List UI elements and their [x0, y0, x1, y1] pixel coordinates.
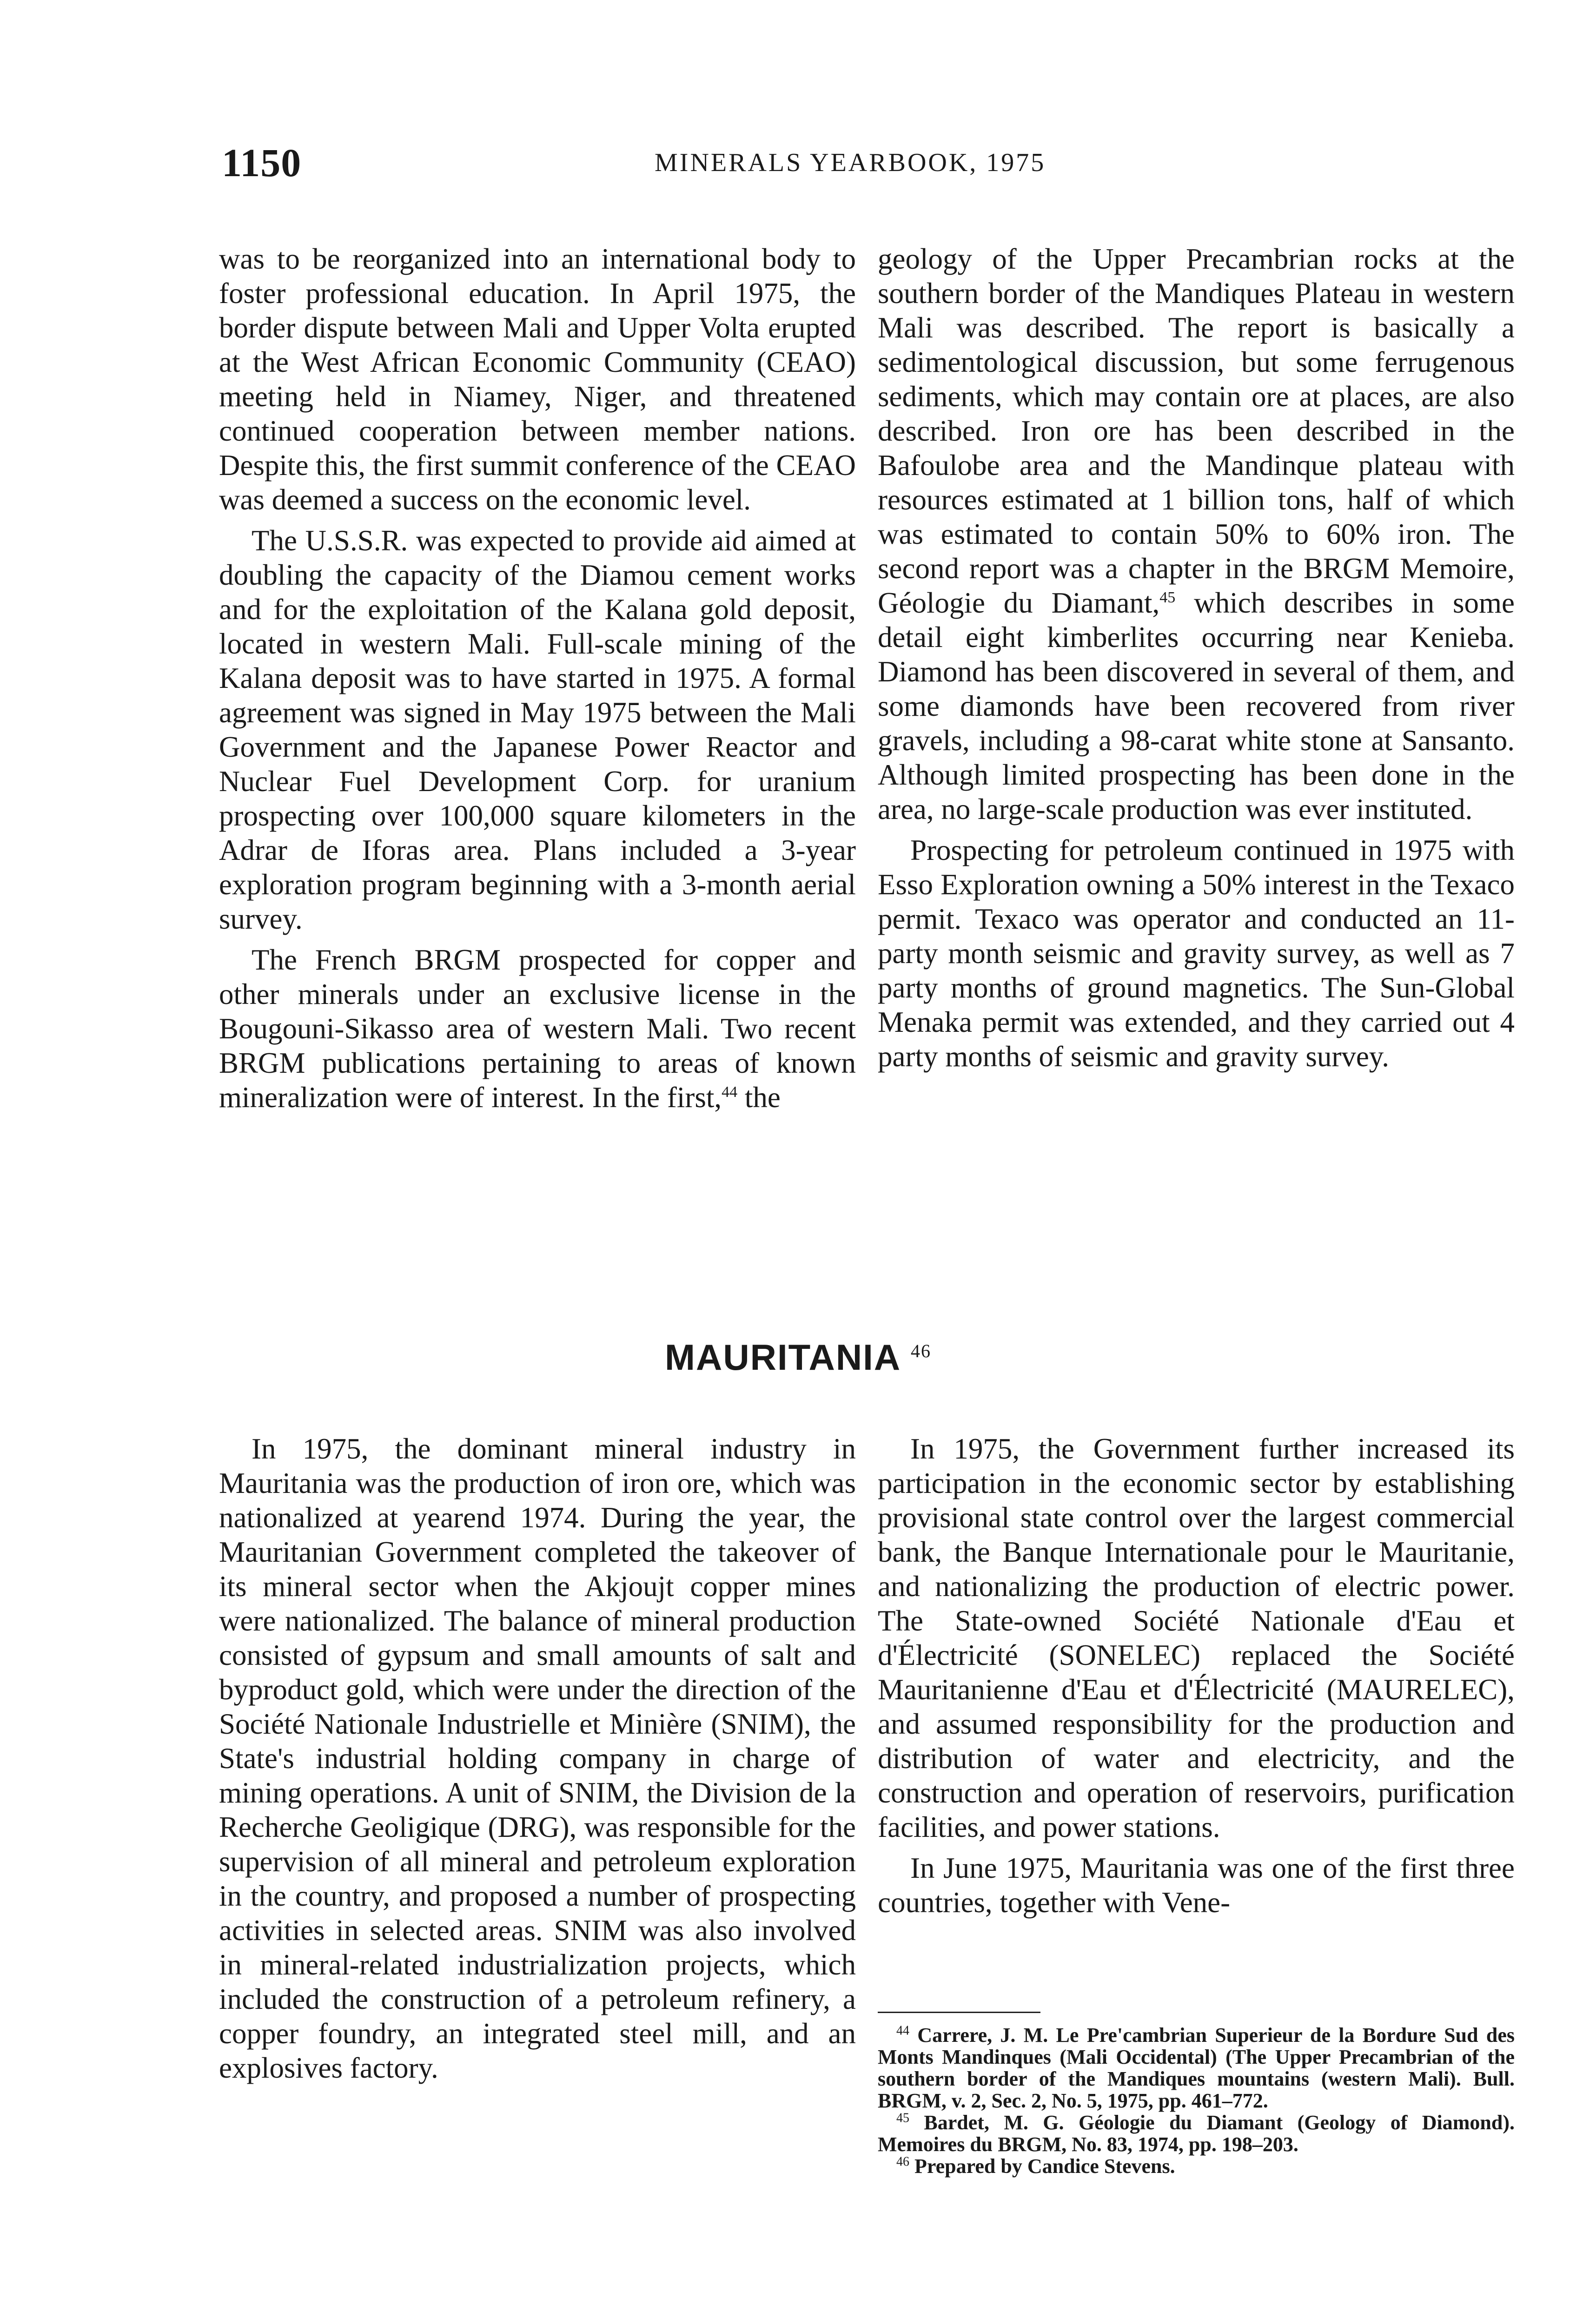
paragraph: Prospecting for petroleum continued in 1975 with Esso Exploration owning a 50% interest in the Texaco permit. Texaco was operator and conducted an 11-party month seismic and gravity survey, as well as 7 party months of ground magnetics. The Sun-Global Menaka permit was extended, and they carried out 4 party months of seismic and gravity survey.: [878, 834, 1515, 1073]
footnote-ref: 46: [910, 1340, 931, 1361]
paragraph: In 1975, the dominant mineral industry in Mauritania was the production of iron ore, which was nationalized at yearend 1974. During the year, the Mauritanian Government completed the takeover of its mineral sector when the Akjoujt copper mines were nationalized. The balance of mineral production consisted of gypsum and small amounts of salt and byproduct gold, which were under the direction of the Société Nationale Industrielle et Minière (SNIM), the State's industrial holding company in charge of mining operations. A unit of SNIM, the Division de la Recherche Geoligique (DRG), was responsible for the supervision of all mineral and petroleum exploration in the country, and proposed a number of prospecting activities in selected areas. SNIM was also involved in mineral-related industrialization projects, which included the construction of a petroleum refinery, a copper foundry, an integrated steel mill, and an explosives factory.: [219, 1433, 856, 2084]
running-title: MINERALS YEARBOOK, 1975: [655, 148, 1046, 177]
paragraph-text: the: [737, 1081, 781, 1114]
footnote: [878, 2024, 1515, 2112]
paragraph: [219, 943, 856, 1115]
mali-right-column: [878, 242, 1515, 1080]
footnote: [878, 2155, 1515, 2177]
footnote: [878, 2112, 1515, 2155]
section-title: MAURITANIA: [665, 1337, 900, 1378]
footnote-number: 44: [896, 2023, 909, 2038]
footnote-text: Prepared by Candice Stevens.: [914, 2155, 1175, 2178]
paragraph: was to be reorganized into an international body to foster professional education. In April 1975, the border dispute between Mali and Upper Volta erupted at the West African Economic Community (CEAO) meeting held in Niamey, Niger, and threatened continued cooperation between member nations. Despite this, the first summit conference of the CEAO was deemed a success on the economic level.: [219, 243, 856, 516]
paragraph: In June 1975, Mauritania was one of the first three countries, together with Vene-: [878, 1852, 1515, 1919]
paragraph: The U.S.S.R. was expected to provide aid aimed at doubling the capacity of the Diamou cement works and for the exploitation of the Kalana gold deposit, located in western Mali. Full-scale mining of the Kalana deposit was to have started in 1975. A formal agreement was signed in May 1975 between the Mali Government and the Japanese Power Reactor and Nuclear Fuel Development Corp. for uranium prospecting over 100,000 square kilometers in the Adrar de Iforas area. Plans included a 3-year exploration program beginning with a 3-month aerial survey.: [219, 524, 856, 935]
mauritania-left-column: [219, 1432, 856, 2092]
footnote-ref: 44: [722, 1083, 738, 1101]
paragraph-text: geology of the Upper Precambrian rocks at the southern border of the Mandiques Plateau in western Mali was described. The report is basically a sedimentological discussion, but some ferrugenous sediments, which may contain ore at places, are also described. Iron ore has been described in the Bafoulobe area and the Mandinque plateau with resources estimated at 1 billion tons, half of which was estimated to contain 50% to 60% iron. The second report was a chapter in the BRGM Memoire, Géologie du Diamant,: [878, 243, 1515, 619]
paragraph: [878, 242, 1515, 826]
footnote-ref: 45: [1159, 589, 1176, 606]
paragraph-text: The French BRGM prospected for copper and other minerals under an exclusive license in the Bougouni-Sikasso area of western Mali. Two recent BRGM publications pertaining to areas of known mineralization were of interest. In the first,: [219, 944, 856, 1114]
mali-left-column: [219, 242, 856, 1121]
footnote-divider: [878, 2012, 1040, 2013]
footnote-number: 45: [896, 2111, 909, 2126]
footnotes: [878, 2024, 1515, 2177]
paragraph: In 1975, the Government further increased its participation in the economic sector by establishing provisional state control over the largest commercial bank, the Banque Internationale pour le Mauritanie, and nationalizing the production of electric power. The State-owned Société Nationale d'Eau et d'Électricité (SONELEC) replaced the Société Mauritanienne d'Eau et d'Électricité (MAURELEC), and assumed responsibility for the production and distribution of water and electricity, and the construction and operation of reservoirs, purification facilities, and power stations.: [878, 1433, 1515, 1843]
page-number: 1150: [222, 140, 302, 185]
footnote-text: Bardet, M. G. Géologie du Diamant (Geology of Diamond). Memoires du BRGM, No. 83, 1974, pp. 198–203.: [878, 2111, 1515, 2156]
section-heading: [0, 1336, 1596, 1379]
paragraph-text: which describes in some detail eight kimberlites occurring near Kenieba. Diamond has been discovered in several of them, and some diamonds have been recovered from river gravels, including a 98-carat white stone at Sansanto. Although limited prospecting has been done in the area, no large-scale production was ever instituted.: [878, 587, 1515, 825]
footnote-number: 46: [896, 2154, 909, 2169]
mauritania-right-column: [878, 1432, 1515, 1926]
footnote-text: Carrere, J. M. Le Pre'cambrian Superieur de la Bordure Sud des Monts Mandinques (Mali Occidental) (The Upper Precambrian of the southern border of the Mandiques mountains (western Mali). Bull. BRGM, v. 2, Sec. 2, No. 5, 1975, pp. 461–772.: [878, 2024, 1515, 2112]
